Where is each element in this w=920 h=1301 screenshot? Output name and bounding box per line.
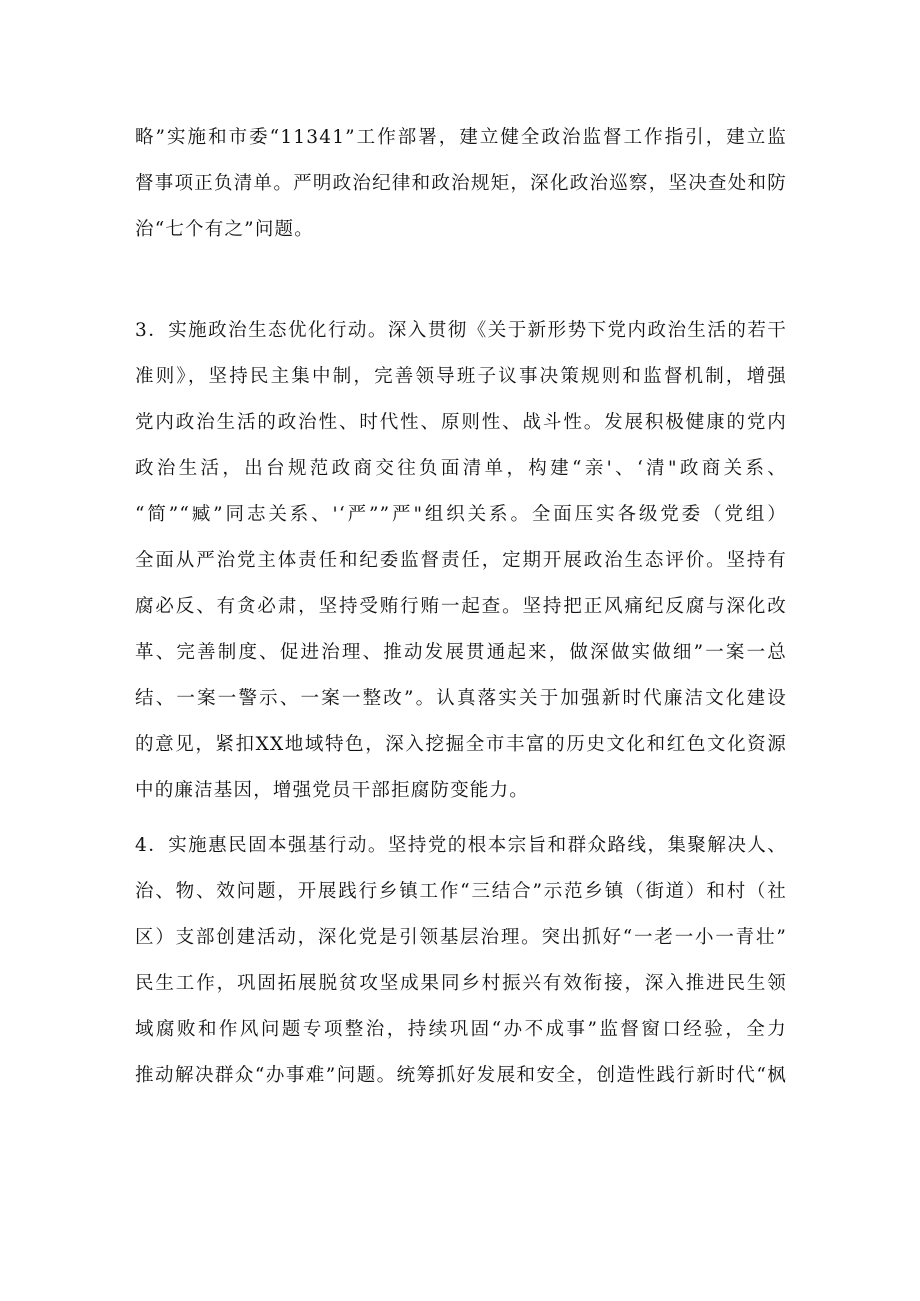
text-line: “简”“臧”同志关系、'‘严””严"组织关系。全面压实各级党委（党组） xyxy=(135,504,787,525)
text-line: 全面从严治党主体责任和纪委监督责任，定期开展政治生态评价。坚持有 xyxy=(135,550,787,571)
text-line: 督事项正负清单。严明政治纪律和政治规矩，深化政治巡察，坚决查处和防 xyxy=(135,173,787,194)
text-line: 区）支部创建活动，深化党是引领基层治理。突出抓好“一老一小一青壮” xyxy=(135,927,787,948)
text-line: 4．实施惠民固本强基行动。坚持党的根本宗旨和群众路线，集聚解决人、 xyxy=(135,835,787,856)
text-line: 治“七个有之”问题。 xyxy=(135,219,314,240)
text-line: 民生工作，巩固拓展脱贫攻坚成果同乡村振兴有效衔接，深入推进民生领 xyxy=(135,973,787,994)
text-line: 腐必反、有贪必肃，坚持受贿行贿一起查。坚持把正风痛纪反腐与深化改 xyxy=(135,596,787,617)
paragraph-people-benefit xyxy=(135,823,787,1099)
paragraph-political-supervision xyxy=(135,115,787,253)
text-line: 中的廉洁基因，增强党员干部拒腐防变能力。 xyxy=(135,780,530,801)
text-line: 3．实施政治生态优化行动。深入贯彻《关于新形势下党内政治生活的若干 xyxy=(135,320,787,341)
text-line: 政治生活，出台规范政商交往负面清单，构建“亲'、‘清"政商关系、 xyxy=(135,458,787,479)
text-line: 略”实施和市委“11341”工作部署，建立健全政治监督工作指引，建立监 xyxy=(135,127,787,148)
text-line: 结、一案一警示、一案一整改”。认真落实关于加强新时代廉洁文化建设 xyxy=(135,688,787,709)
text-line: 推动解决群众“办事难”问题。统筹抓好发展和安全，创造性践行新时代“枫 xyxy=(135,1065,787,1086)
text-line: 的意见，紧扣XX地域特色，深入挖掘全市丰富的历史文化和红色文化资源 xyxy=(135,734,787,755)
text-line: 党内政治生活的政治性、时代性、原则性、战斗性。发展积极健康的党内 xyxy=(135,412,787,433)
text-line: 革、完善制度、促进治理、推动发展贯通起来，做深做实做细”一案一总 xyxy=(135,642,787,663)
text-line: 准则》，坚持民主集中制，完善领导班子议事决策规则和监督机制，增强 xyxy=(135,366,787,387)
text-line: 治、物、效问题，开展践行乡镇工作“三结合”示范乡镇（街道）和村（社 xyxy=(135,881,787,902)
paragraph-political-ecology xyxy=(135,308,787,814)
text-line: 域腐败和作风问题专项整治，持续巩固“办不成事”监督窗口经验，全力 xyxy=(135,1019,787,1040)
